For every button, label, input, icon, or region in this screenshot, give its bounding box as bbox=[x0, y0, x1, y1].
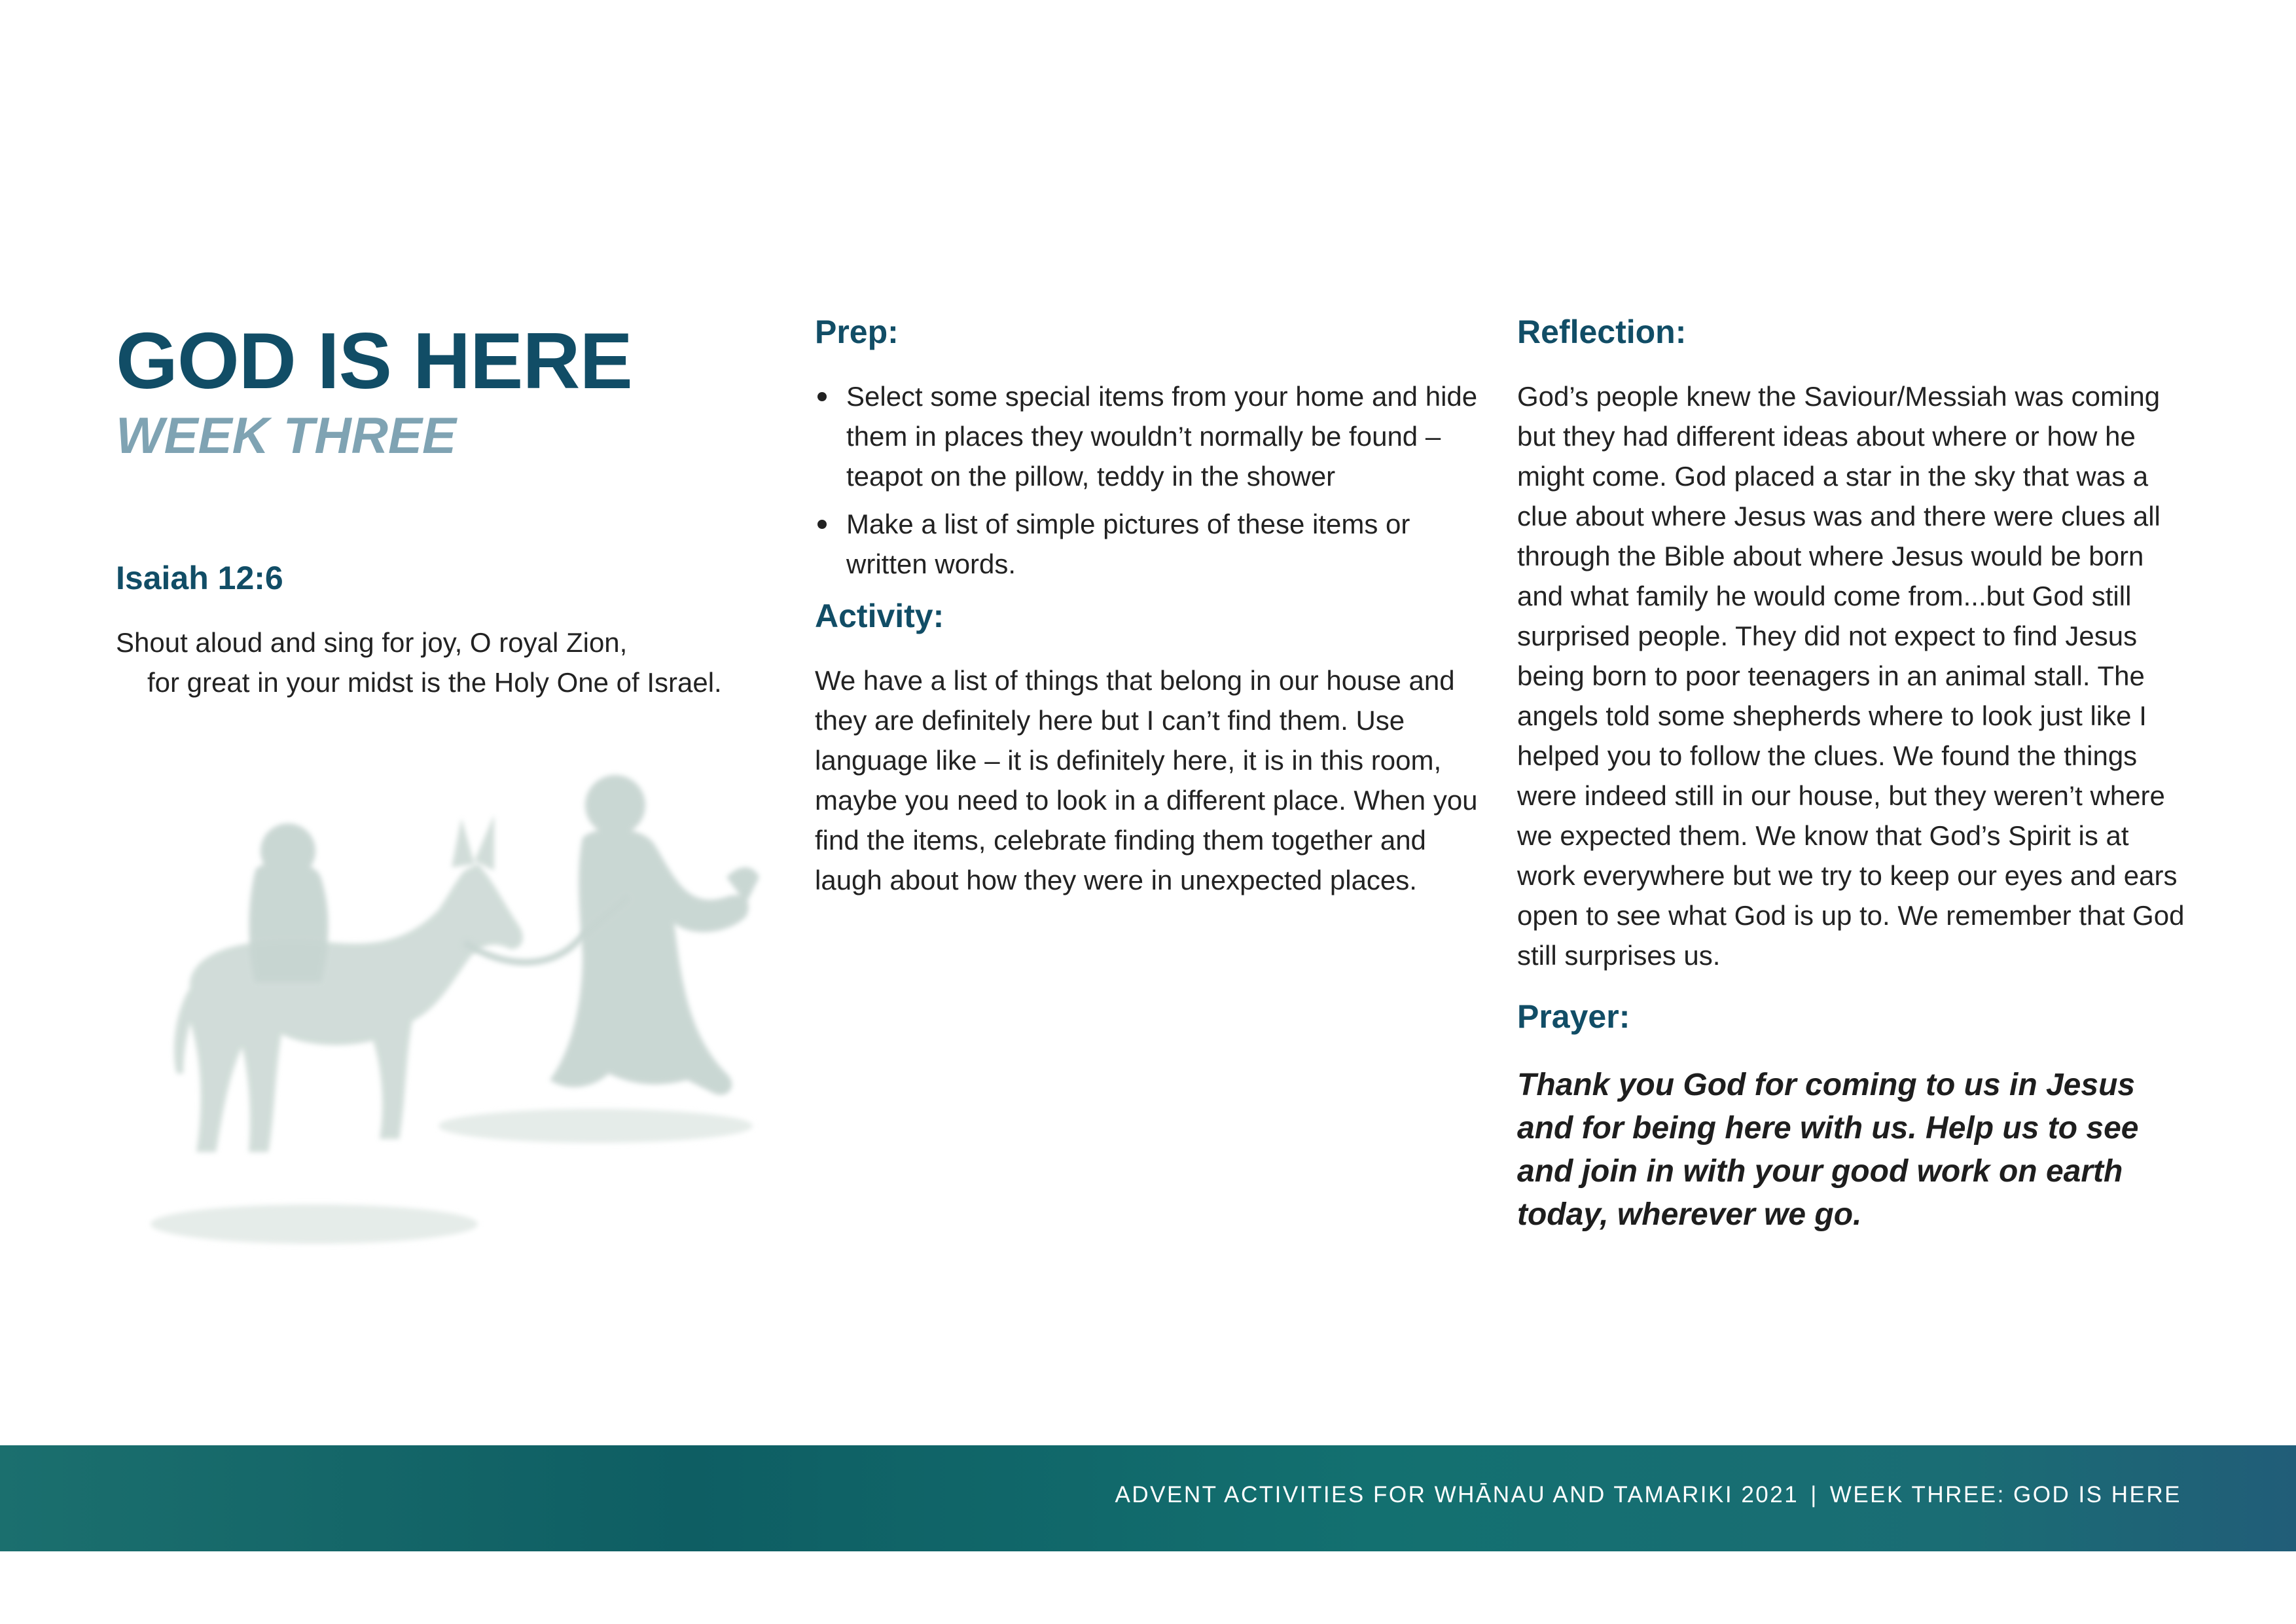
verse-line-2: for great in your midst is the Holy One of Israel. bbox=[147, 667, 722, 698]
donkey-shape bbox=[174, 815, 523, 1152]
prayer-text: Thank you God for coming to us in Jesus and for being here with us. Help us to see and join in with your good work on earth today, wherever we go. bbox=[1517, 1068, 2139, 1232]
footer-band bbox=[0, 1445, 2296, 1551]
footer-week: WEEK THREE: GOD IS HERE bbox=[1829, 1482, 2181, 1507]
joseph-shape bbox=[550, 775, 759, 1095]
ground-shadow bbox=[151, 1109, 753, 1244]
prayer-heading: Prayer: bbox=[1517, 998, 1630, 1035]
list-item bbox=[815, 376, 1489, 496]
left-column bbox=[116, 314, 757, 702]
page-title: GOD IS HERE bbox=[116, 316, 632, 405]
reflection-text: God’s people knew the Saviour/Messiah was coming but they had different ideas about where or how he might come. God placed a star in the sky that was a clue about where Jesus was and there were clues all through the Bible about where Jesus would be born and what family he would come from...but God still surprised people. They did not expect to find Jesus being born to poor teenagers in an animal stall. The angels told some shepherds where to look just like I helped you to follow the clues. We found the things were indeed still in our house, but they weren’t where we expected them. We know that God’s Spirit is at work everywhere but we try to keep our eyes and ears open to see what God is up to. We remember that God still surprises us. bbox=[1517, 381, 2185, 971]
prep-item-text: Select some special items from your home and hide them in places they wouldn’t normally be found – teapot on the pillow, teddy in the shower bbox=[846, 381, 1478, 492]
footer-publication: ADVENT ACTIVITIES FOR WHĀNAU AND TAMARIKI 2021 bbox=[1115, 1482, 1799, 1507]
right-column bbox=[1517, 314, 2191, 1236]
activity-heading: Activity: bbox=[815, 598, 944, 634]
bullet-icon bbox=[817, 520, 827, 529]
list-item bbox=[815, 504, 1489, 584]
reflection-heading: Reflection: bbox=[1517, 314, 1687, 350]
middle-column bbox=[815, 314, 1489, 900]
prep-list bbox=[815, 376, 1489, 584]
prep-heading: Prep: bbox=[815, 314, 899, 350]
footer-caption bbox=[1115, 1482, 2181, 1508]
scripture-reference: Isaiah 12:6 bbox=[116, 560, 283, 596]
verse-line-1: Shout aloud and sing for joy, O royal Zion, bbox=[116, 627, 628, 658]
prep-item-text: Make a list of simple pictures of these items or written words. bbox=[846, 509, 1410, 579]
bullet-icon bbox=[817, 392, 827, 401]
footer-separator: | bbox=[1810, 1482, 1818, 1507]
activity-text: We have a list of things that belong in our house and they are definitely here but I can’t find them. Use language like – it is definitely here, it is in this room, maybe you need to look in a different place. When you find the items, celebrate finding them together and laugh about how they were in unexpected places. bbox=[815, 665, 1478, 895]
page-subtitle: WEEK THREE bbox=[116, 406, 457, 464]
mary-joseph-donkey-illustration bbox=[98, 746, 779, 1263]
mary-shape bbox=[249, 823, 329, 982]
scripture-verse bbox=[116, 623, 757, 702]
